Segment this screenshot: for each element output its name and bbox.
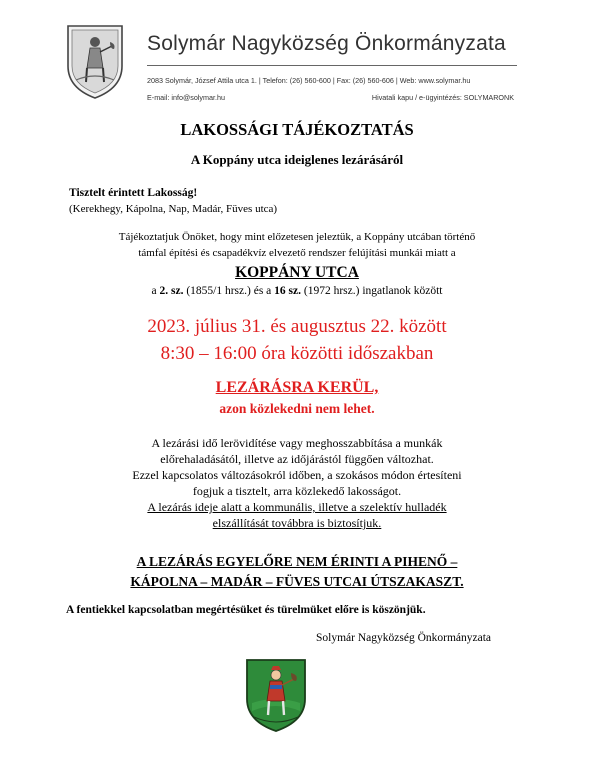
- intro-line-1: Tájékoztatjuk Önöket, hogy mint előzetesen jeleztük, a Koppány utcában történő: [118, 231, 476, 243]
- intro-paragraph: [0, 230, 594, 261]
- intro-line-2: támfal építési és csapadékvíz elvezető rendszer felújítási munkái miatt a: [138, 246, 456, 259]
- greeting: Tisztelt érintett Lakosság!: [69, 187, 198, 199]
- range-suffix: (1972 hrsz.) ingatlanok között: [301, 285, 443, 297]
- range-number-1: 2. sz.: [159, 285, 184, 297]
- details-line-6: elszállítását továbbra is biztosítjuk.: [212, 516, 382, 530]
- letterhead-coat-of-arms-icon: [64, 22, 126, 100]
- closure-dates: 2023. július 31. és augusztus 22. között: [147, 316, 447, 337]
- letterhead-org-name: Solymár Nagyközség Önkormányzata: [147, 32, 506, 55]
- no-access-statement: azon közlekedni nem lehet.: [219, 401, 375, 416]
- closure-statement: LEZÁRÁSRA KERÜL,: [215, 379, 379, 396]
- details-line-3: Ezzel kapcsolatos változásokról időben, a szokásos módon értesíteni: [132, 468, 462, 482]
- signature: Solymár Nagyközség Önkormányzata: [316, 632, 492, 644]
- details-line-5: A lezárás ideje alatt a kommunális, illetve a szelektív hulladék: [147, 500, 447, 514]
- letterhead-divider: [147, 65, 517, 66]
- letterhead-address: 2083 Solymár, József Attila utca 1. | Telefon: (26) 560-600 | Fax: (26) 560-606 | Web: www.solymar.hu: [147, 76, 471, 85]
- details-line-2: előrehaladásától, illetve az időjárástól függően változhat.: [160, 452, 434, 466]
- letterhead-email: E-mail: info@solymar.hu: [147, 93, 225, 102]
- affected-streets: (Kerekhegy, Kápolna, Nap, Madár, Füves utca): [69, 203, 278, 215]
- range-prefix: a: [151, 285, 160, 297]
- notice-title: LAKOSSÁGI TÁJÉKOZTATÁS: [180, 120, 414, 139]
- warning-line-2: KÁPOLNA – MADÁR – FÜVES UTCAI ÚTSZAKASZT.: [130, 574, 464, 589]
- notice-subtitle: A Koppány utca ideiglenes lezárásáról: [190, 152, 404, 167]
- letterhead-portal: Hivatali kapu / e-ügyintézés: SOLYMARONK: [371, 93, 514, 102]
- footer-coat-of-arms-icon: [244, 657, 308, 733]
- warning-line-1: A LEZÁRÁS EGYELŐRE NEM ÉRINTI A PIHENŐ –: [136, 554, 458, 569]
- address-range: [0, 285, 594, 297]
- range-middle: (1855/1 hrsz.) és a: [183, 285, 275, 297]
- exemption-warning: [0, 552, 594, 592]
- closure-hours: 8:30 – 16:00 óra közötti időszakban: [160, 343, 434, 364]
- details-line-4: fogjuk a tisztelt, arra közlekedő lakosságot.: [192, 484, 402, 498]
- street-name: KOPPÁNY UTCA: [235, 264, 359, 281]
- thanks-line: A fentiekkel kapcsolatban megértésüket és türelmüket előre is köszönjük.: [66, 604, 426, 616]
- details-paragraph: [0, 435, 594, 531]
- details-line-1: A lezárási idő lerövidítése vagy meghosszabbítása a munkák: [151, 436, 443, 450]
- range-number-2: 16 sz.: [274, 285, 301, 297]
